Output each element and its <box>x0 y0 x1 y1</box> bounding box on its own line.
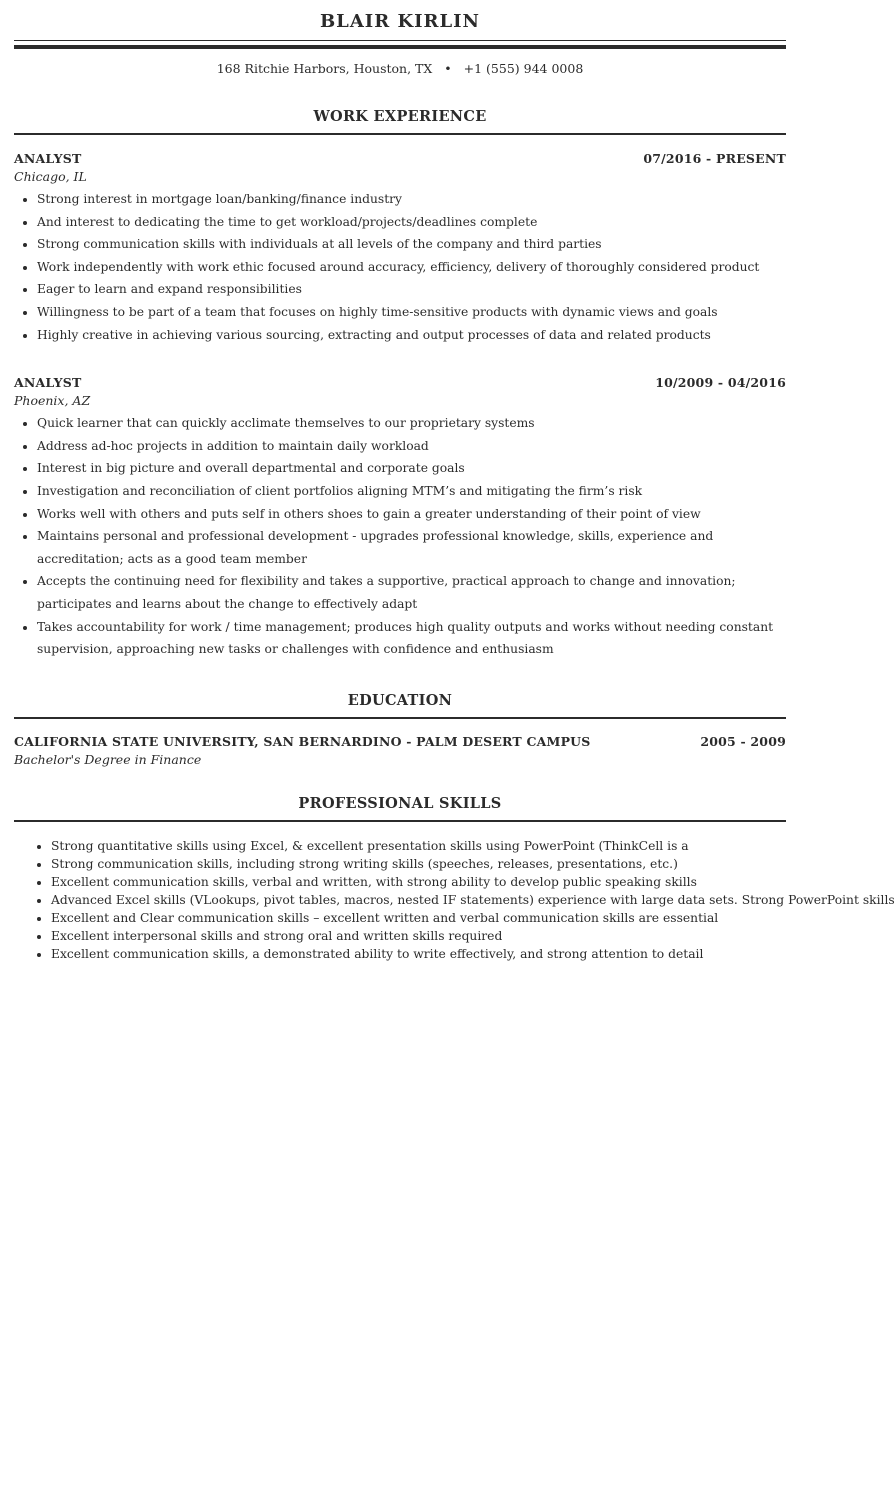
work-section <box>14 107 786 661</box>
education-section-rule <box>14 717 786 719</box>
skills-section-title: PROFESSIONAL SKILLS <box>298 794 502 812</box>
skill-item: • Excellent and Clear communication skills – excellent written and verbal communication skills are essential <box>51 909 786 927</box>
job-header <box>14 374 786 392</box>
skill-item: • Strong communication skills, including strong writing skills (speeches, releases, presentations, etc.) <box>51 855 786 873</box>
education-entry <box>14 733 786 769</box>
job-title: ANALYST <box>14 151 82 166</box>
education-header <box>14 733 786 751</box>
job-bullet: • Address ad-hoc projects in addition to maintain daily workload <box>37 435 786 458</box>
job-bullet: • Willingness to be part of a team that focuses on highly time-sensitive products with dynamic views and goals <box>37 301 786 324</box>
candidate-name: BLAIR KIRLIN <box>319 11 481 32</box>
job-header <box>14 150 786 168</box>
school-name: CALIFORNIA STATE UNIVERSITY, SAN BERNARDINO - PALM DESERT CAMPUS <box>14 733 591 749</box>
education-years: 2005 - 2009 <box>700 733 786 749</box>
job-entry <box>14 150 786 346</box>
job-location: Chicago, IL <box>14 169 87 184</box>
job-bullet: • Interest in big picture and overall departmental and corporate goals <box>37 457 786 480</box>
job-bullet: • Maintains personal and professional development - upgrades professional knowledge, skills, experience and accreditation; acts as a good team member <box>37 525 786 570</box>
job-bullets <box>14 188 786 346</box>
contact-city: Houston, TX <box>353 61 433 76</box>
job-bullet: • And interest to dedicating the time to get workload/projects/deadlines complete <box>37 211 786 234</box>
job-title: ANALYST <box>14 375 82 391</box>
degree: Bachelor's Degree in Finance <box>14 751 202 767</box>
skill-item: • Strong quantitative skills using Excel, & excellent presentation skills using PowerPoint (ThinkCell is a <box>51 837 786 855</box>
header-rule-thin <box>14 40 786 43</box>
job-dates: 07/2016 - PRESENT <box>643 151 786 166</box>
skill-item: • Excellent communication skills, a demonstrated ability to write effectively, and strong attention to detail <box>51 945 786 963</box>
work-section-rule <box>14 133 786 135</box>
contact-address: 168 Ritchie Harbors, <box>216 61 350 76</box>
job-bullet: • Investigation and reconciliation of client portfolios aligning MTM’s and mitigating the firm’s risk <box>37 480 786 503</box>
job-bullet: • Strong communication skills with individuals at all levels of the company and third parties <box>37 233 786 256</box>
skill-item: • Advanced Excel skills (VLookups, pivot tables, macros, nested IF statements) experience with large data sets. Strong PowerPoint skills <box>51 891 786 909</box>
education-section-title: EDUCATION <box>347 691 453 709</box>
skill-item: • Excellent interpersonal skills and strong oral and written skills required <box>51 927 786 945</box>
job-bullet: • Accepts the continuing need for flexibility and takes a supportive, practical approach to change and innovation; participates and learns about the change to effectively adapt <box>37 570 786 615</box>
job-bullet: • Quick learner that can quickly acclimate themselves to our proprietary systems <box>37 412 786 435</box>
job-bullet: • Highly creative in achieving various sourcing, extracting and output processes of data and related products <box>37 324 786 347</box>
job-entry <box>14 374 786 661</box>
skills-section <box>14 794 895 963</box>
contact-line <box>14 60 786 78</box>
skills-list <box>14 837 895 963</box>
job-bullet: • Works well with others and puts self in others shoes to gain a greater understanding of their point of view <box>37 503 786 526</box>
job-bullet: • Strong interest in mortgage loan/banking/finance industry <box>37 188 786 211</box>
skills-section-rule <box>14 820 786 822</box>
work-section-title: WORK EXPERIENCE <box>313 108 487 125</box>
job-bullet: • Eager to learn and expand responsibilities <box>37 278 786 301</box>
job-bullets <box>14 412 786 661</box>
header-rule-thick <box>14 45 786 49</box>
contact-separator: • <box>444 61 452 76</box>
education-section <box>14 691 786 769</box>
job-bullet: • Work independently with work ethic focused around accuracy, efficiency, delivery of thoroughly considered product <box>37 256 786 279</box>
contact-phone: +1 (555) 944 0008 <box>463 61 584 76</box>
job-location: Phoenix, AZ <box>14 393 91 409</box>
job-dates: 10/2009 - 04/2016 <box>655 375 786 391</box>
job-bullet: • Takes accountability for work / time management; produces high quality outputs and works without needing constant supervision, approaching new tasks or challenges with confidence and enthusiasm <box>37 616 786 661</box>
skill-item: • Excellent communication skills, verbal and written, with strong ability to develop public speaking skills <box>51 873 786 891</box>
